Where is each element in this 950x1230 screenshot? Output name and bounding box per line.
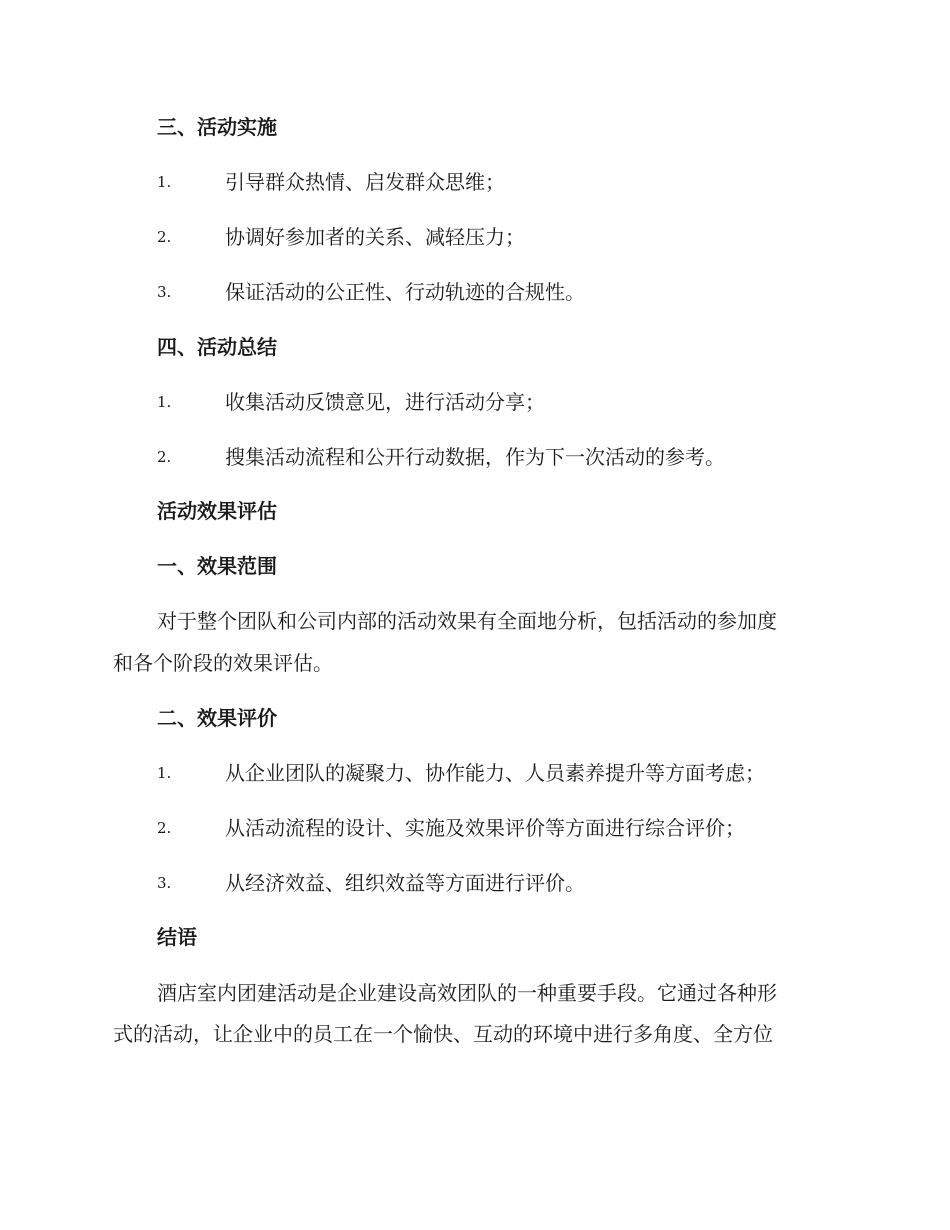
list-item-text: 协调好参加者的关系、减轻压力；	[225, 225, 525, 249]
list-item-text: 搜集活动流程和公开行动数据，作为下一次活动的参考。	[225, 445, 725, 469]
paragraph-line: 式的活动，让企业中的员工在一个愉快、互动的环境中进行多角度、全方位	[113, 1022, 773, 1046]
paragraph-line: 和各个阶段的效果评估。	[113, 651, 333, 675]
list-item-number: 2.	[157, 448, 172, 466]
section-heading-implementation: 三、活动实施	[157, 115, 277, 139]
paragraph-line: 酒店室内团建活动是企业建设高效团队的一种重要手段。它通过各种形	[157, 981, 777, 1005]
list-item-text: 保证活动的公正性、行动轨迹的合规性。	[225, 280, 585, 304]
section-heading-conclusion: 结语	[157, 925, 197, 949]
list-item-number: 2.	[157, 819, 172, 837]
list-item-text: 从企业团队的凝聚力、协作能力、人员素养提升等方面考虑；	[225, 761, 765, 785]
list-item-number: 1.	[157, 393, 172, 411]
section-heading-summary: 四、活动总结	[157, 335, 277, 359]
section-heading-scope: 一、效果范围	[157, 554, 277, 578]
list-item-number: 1.	[157, 764, 172, 782]
paragraph-line: 对于整个团队和公司内部的活动效果有全面地分析，包括活动的参加度	[157, 609, 777, 633]
list-item-number: 2.	[157, 228, 172, 246]
list-item-text: 引导群众热情、启发群众思维；	[225, 170, 505, 194]
list-item-text: 从经济效益、组织效益等方面进行评价。	[225, 871, 585, 895]
list-item-number: 3.	[157, 283, 172, 301]
list-item-text: 从活动流程的设计、实施及效果评价等方面进行综合评价；	[225, 816, 745, 840]
list-item-text: 收集活动反馈意见，进行活动分享；	[225, 390, 545, 414]
list-item-number: 1.	[157, 173, 172, 191]
section-heading-evaluation: 活动效果评估	[157, 499, 277, 523]
section-heading-assessment: 二、效果评价	[157, 706, 277, 730]
list-item-number: 3.	[157, 874, 172, 892]
